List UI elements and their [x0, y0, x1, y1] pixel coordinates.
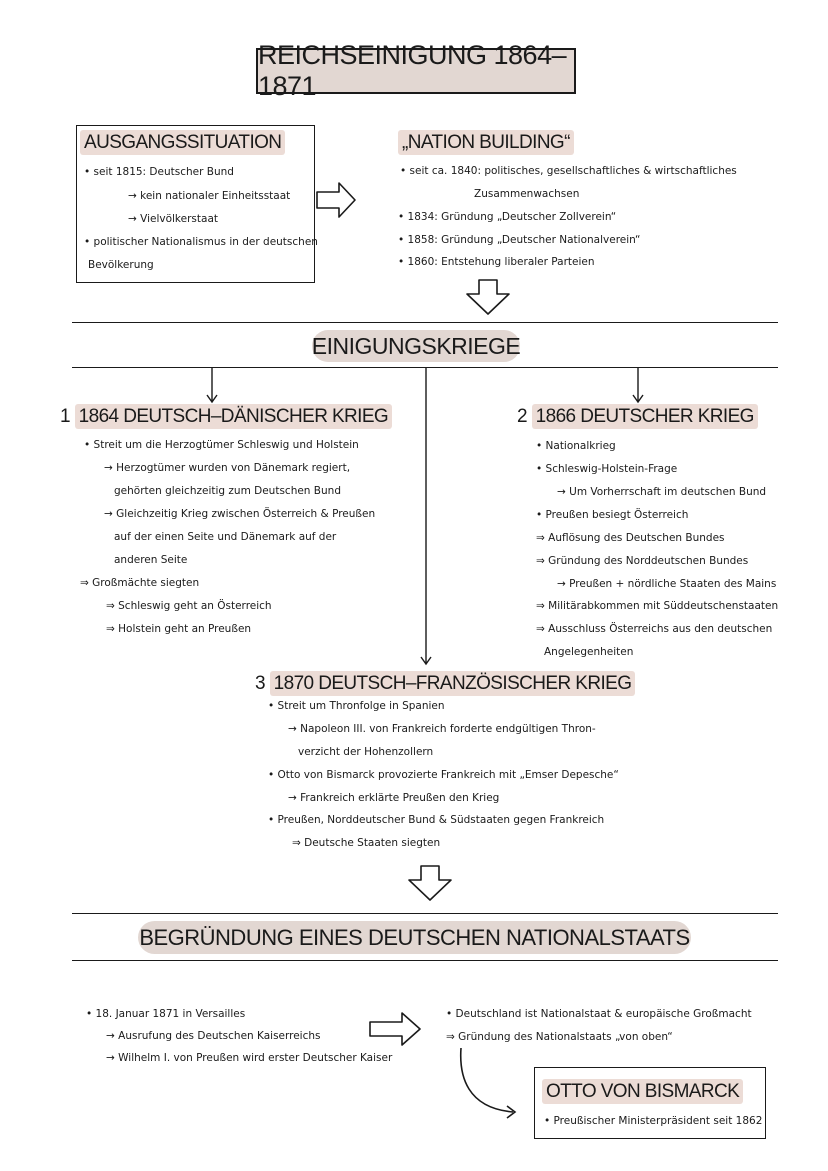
- nation-building-heading-text: „NATION BUILDING“: [398, 130, 574, 155]
- krieg3-line-6: • Preußen, Norddeutscher Bund & Südstaaten gegen Frankreich: [268, 814, 605, 826]
- krieg2-line-6: ⇒ Gründung des Norddeutschen Bundes: [536, 555, 749, 567]
- krieg1-line-8: ⇒ Schleswig geht an Österreich: [106, 600, 272, 612]
- divider-top: [72, 322, 778, 323]
- krieg3-line-3: verzicht der Hohenzollern: [298, 746, 434, 758]
- krieg3-line-4: • Otto von Bismarck provozierte Frankreich mit „Emser Depesche“: [268, 769, 619, 781]
- krieg2-line-9: ⇒ Ausschluss Österreichs aus den deutschen: [536, 623, 773, 635]
- arrow-right-icon: [315, 180, 357, 220]
- krieg1-number: 1: [60, 406, 70, 427]
- krieg2-line-8: ⇒ Militärabkommen mit Süddeutschenstaaten: [536, 600, 779, 612]
- thin-arrow-down-icon: [631, 368, 645, 404]
- begruendung-right-line-2: ⇒ Gründung des Nationalstaats „von oben“: [446, 1031, 673, 1043]
- krieg2-heading: [517, 407, 758, 426]
- page-title: REICHSEINIGUNG 1864–1871: [256, 48, 576, 94]
- divider-bottom-2: [72, 960, 778, 961]
- begruendung-left-line-1: • 18. Januar 1871 in Versailles: [86, 1008, 246, 1020]
- krieg1-heading: [60, 407, 392, 426]
- bismarck-line-1: • Preußischer Ministerpräsident seit 1862: [544, 1115, 763, 1127]
- krieg3-heading-text: 1870 DEUTSCH–FRANZÖSISCHER KRIEG: [270, 671, 636, 696]
- ausgangssituation-line-4: • politischer Nationalismus in der deutschen: [84, 236, 318, 248]
- krieg3-line-5: → Frankreich erklärte Preußen den Krieg: [288, 792, 500, 804]
- nation-building-line-3: • 1834: Gründung „Deutscher Zollverein“: [398, 211, 617, 223]
- arrow-right-icon: [368, 1010, 422, 1048]
- krieg2-line-7: → Preußen + nördliche Staaten des Mains: [557, 578, 777, 590]
- krieg3-line-1: • Streit um Thronfolge in Spanien: [268, 700, 445, 712]
- begruendung-left-line-3: → Wilhelm I. von Preußen wird erster Deutscher Kaiser: [106, 1052, 393, 1064]
- krieg1-line-9: ⇒ Holstein geht an Preußen: [106, 623, 252, 635]
- krieg3-number: 3: [255, 673, 265, 694]
- krieg2-line-5: ⇒ Auflösung des Deutschen Bundes: [536, 532, 725, 544]
- krieg3-line-2: → Napoleon III. von Frankreich forderte endgültigen Thron-: [288, 723, 596, 735]
- nation-building-line-1: • seit ca. 1840: politisches, gesellschaftliches & wirtschaftliches: [400, 165, 737, 177]
- krieg2-heading-text: 1866 DEUTSCHER KRIEG: [532, 404, 758, 429]
- ausgangssituation-line-5: Bevölkerung: [88, 259, 154, 271]
- krieg2-number: 2: [517, 406, 527, 427]
- krieg1-line-5: auf der einen Seite und Dänemark auf der: [114, 531, 337, 543]
- begruendung-heading: BEGRÜNDUNG EINES DEUTSCHEN NATIONALSTAATS: [138, 921, 691, 954]
- ausgangssituation-line-2: → kein nationaler Einheitsstaat: [128, 190, 291, 202]
- nation-building-line-2: Zusammenwachsen: [474, 188, 580, 200]
- ausgangssituation-line-3: → Vielvölkerstaat: [128, 213, 218, 225]
- thin-arrow-down-icon: [205, 368, 219, 404]
- einigungskriege-heading: EINIGUNGSKRIEGE: [312, 330, 520, 362]
- arrow-down-icon: [407, 864, 453, 902]
- krieg2-line-4: • Preußen besiegt Österreich: [536, 509, 689, 521]
- krieg1-line-3: gehörten gleichzeitig zum Deutschen Bund: [114, 485, 341, 497]
- curved-arrow-icon: [455, 1046, 525, 1122]
- krieg3-heading: [255, 674, 635, 693]
- begruendung-right-line-1: • Deutschland ist Nationalstaat & europäische Großmacht: [446, 1008, 752, 1020]
- nation-building-line-4: • 1858: Gründung „Deutscher Nationalverein“: [398, 234, 641, 246]
- nation-building-heading: [398, 133, 574, 152]
- krieg2-line-10: Angelegenheiten: [544, 646, 634, 658]
- bismarck-heading: [542, 1082, 743, 1101]
- nation-building-line-5: • 1860: Entstehung liberaler Parteien: [398, 256, 595, 268]
- ausgangssituation-line-1: • seit 1815: Deutscher Bund: [84, 166, 234, 178]
- krieg2-line-2: • Schleswig-Holstein-Frage: [536, 463, 678, 475]
- divider-top-2: [72, 913, 778, 914]
- krieg1-line-4: → Gleichzeitig Krieg zwischen Österreich & Preußen: [104, 508, 376, 520]
- krieg1-heading-text: 1864 DEUTSCH–DÄNISCHER KRIEG: [75, 404, 392, 429]
- krieg3-line-7: ⇒ Deutsche Staaten siegten: [292, 837, 441, 849]
- krieg1-line-7: ⇒ Großmächte siegten: [80, 577, 200, 589]
- krieg1-line-6: anderen Seite: [114, 554, 188, 566]
- krieg2-line-1: • Nationalkrieg: [536, 440, 616, 452]
- begruendung-left-line-2: → Ausrufung des Deutschen Kaiserreichs: [106, 1030, 321, 1042]
- ausgangssituation-heading-text: AUSGANGSSITUATION: [80, 130, 285, 155]
- bismarck-heading-text: OTTO VON BISMARCK: [542, 1079, 743, 1104]
- arrow-down-icon: [465, 278, 511, 316]
- krieg1-line-2: → Herzogtümer wurden von Dänemark regiert,: [104, 462, 351, 474]
- ausgangssituation-heading: [80, 133, 285, 152]
- krieg1-line-1: • Streit um die Herzogtümer Schleswig und Holstein: [84, 439, 359, 451]
- long-arrow-down-icon: [419, 368, 433, 666]
- krieg2-line-3: → Um Vorherrschaft im deutschen Bund: [557, 486, 767, 498]
